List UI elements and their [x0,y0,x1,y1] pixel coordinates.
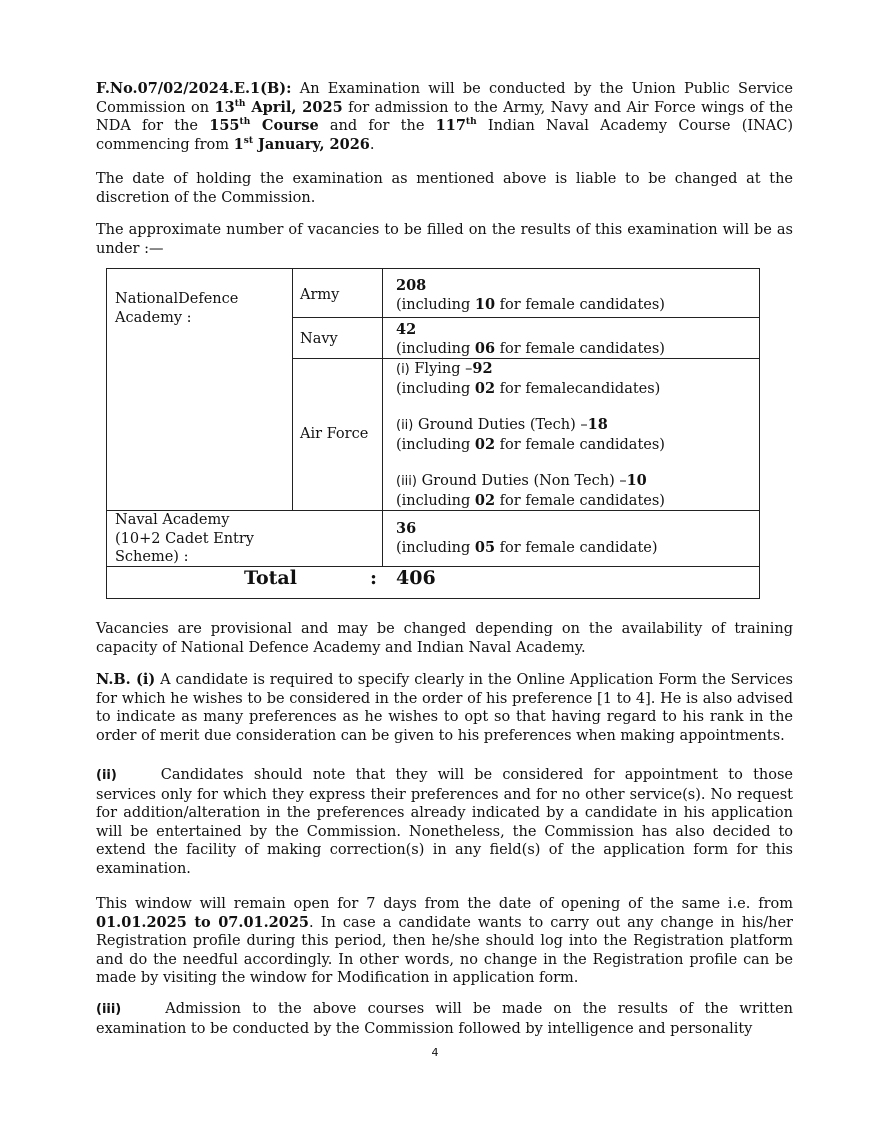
intro-text: for admission to the Army, Navy and Air Force wings of the NDA for the [96,99,793,134]
airforce-flying: (i) Flying –92 (including 02 for femalecandidates) [396,360,661,397]
total-colon: : [370,567,378,589]
intro-text: An Examination will be conducted by the Union Public Service Commission on [96,81,793,116]
course-number: 155th Course [209,117,319,134]
airforce-ground-tech: (ii) Ground Duties (Tech) –18 (including 02 for female candidates) [396,416,665,453]
vacancy-table [106,268,760,599]
total-value: 406 [396,567,436,589]
point-iii-marker: (iii) [96,1002,122,1017]
file-number: F.No.07/02/2024.E.1(B): [96,80,292,97]
vacancies-intro-paragraph: The approximate number of vacancies to be filled on the results of this examination will be as under :— [96,222,793,257]
exam-date: 13th April, 2025 [214,98,343,116]
nb-label: N.B. (i) [96,671,156,688]
point-ii-paragraph: (ii) Candidates should note that they will be considered for appointment to those services only for which they express their preferences and for no other service(s). No request for addition/alteration in the preferences already indicated by a candidate in his application will be entertained by the Commission. Nonetheless, the Commission has also decided to extend the facility of making correction(s) in any field(s) of the application form for this examination. [96,767,793,877]
point-ii-marker: (ii) [96,768,117,783]
airforce-ground-nontech: (iii) Ground Duties (Non Tech) –10 (including 02 for female candidates) [396,472,665,509]
window-paragraph: This window will remain open for 7 days from the date of opening of the same i.e. from 01.01.2025 to 07.01.2025. In case a candidate wants to carry out any change in his/her Registration profile during this period, then he/she should log into the Registration platform and do the needful accordingly. In other words, no change in the Registration profile can be made by visiting the window for Modification in application form. [96,896,793,986]
date-change-paragraph: The date of holding the examination as mentioned above is liable to be changed at the discretion of the Commission. [96,171,793,206]
window-dates: 01.01.2025 to 07.01.2025 [96,913,310,931]
intro-paragraph: F.No.07/02/2024.E.1(B): An Examination will be conducted by the Union Public Service Commission on 13th April, 2025 for admission to the Army, Navy and Air Force wings of the NDA for the 155th Course and for the 117th Indian Naval Academy Course (INAC) commencing from 1st January, 2026. [96,80,793,153]
army-label: Army [300,287,340,303]
page-number: 4 [431,1046,439,1059]
total-label: Total [244,567,297,589]
navy-label: Navy [300,331,338,347]
nda-label: NationalDefence Academy : [115,291,239,326]
naval-academy-label: Naval Academy (10+2 Cadet Entry Scheme) : [115,512,255,565]
intro-text: Indian Naval Academy Course (INAC) commencing from [96,118,793,153]
provisional-paragraph: Vacancies are provisional and may be changed depending on the availability of training capacity of National Defence Academy and Indian Naval Academy. [96,621,793,656]
airforce-label: Air Force [300,426,369,442]
navy-vacancies: 42 (including 06 for female candidates) [396,321,665,357]
start-date: 1st January, 2026 [233,135,370,153]
nb-paragraph: N.B. (i) A candidate is required to specify clearly in the Online Application Form the Services for which he wishes to be considered in the order of his preference [1 to 4]. He is also advised to indicate as many preferences as he wishes to opt so that having regard to his rank in the order of merit due consideration can be given to his preferences when making appointments. [96,671,793,744]
army-vacancies: 208 (including 10 for female candidates) [396,277,665,313]
inac-number: 117th [435,117,477,134]
point-iii-paragraph: (iii) Admission to the above courses will be made on the results of the written examination to be conducted by the Commission followed by intelligence and personality [96,1001,793,1037]
naval-academy-vacancies: 36 (including 05 for female candidate) [396,520,658,556]
intro-text: and for the [318,118,436,134]
